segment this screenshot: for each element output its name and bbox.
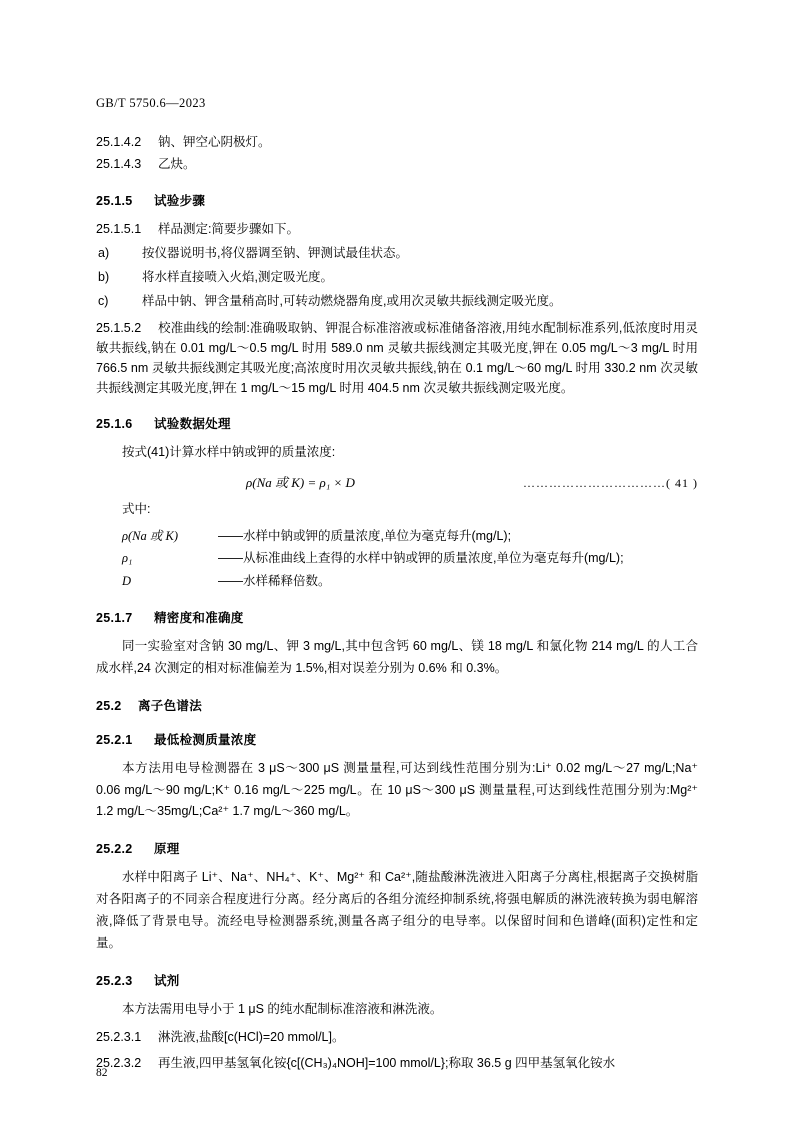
definition-row bbox=[96, 526, 698, 547]
heading-25-1-7 bbox=[96, 608, 698, 626]
clause-25-1-5-1 bbox=[96, 219, 698, 239]
list-text: 按仪器说明书,将仪器调至钠、钾测试最佳状态。 bbox=[142, 245, 408, 260]
paragraph-where: 式中: bbox=[122, 502, 151, 517]
list-label: a) bbox=[98, 245, 110, 260]
clause-text: 再生液,四甲基氢氧化铵{c[(CH₃)₄NOH]=100 mmol/L};称取 36.5 g 四甲基氢氧化铵水 bbox=[158, 1055, 616, 1070]
clause-number: 25.1.5.1 bbox=[96, 221, 142, 236]
formula-leader bbox=[523, 476, 698, 491]
heading-number: 25.2 bbox=[96, 698, 122, 713]
definition-text: ——从标准曲线上查得的水样中钠或钾的质量浓度,单位为毫克每升(mg/L); bbox=[218, 551, 624, 566]
heading-25-1-5 bbox=[96, 191, 698, 209]
list-item bbox=[96, 291, 698, 313]
heading-number: 25.2.3 bbox=[96, 973, 133, 988]
heading-text: 试验数据处理 bbox=[154, 417, 231, 432]
heading-25-2 bbox=[96, 696, 698, 714]
definition-symbol: D bbox=[122, 573, 132, 588]
definition-text: ——水样中钠或钾的质量浓度,单位为毫克每升(mg/L); bbox=[218, 529, 512, 544]
page-header: GB/T 5750.6—2023 bbox=[96, 96, 206, 110]
list-text: 将水样直接喷入火焰,测定吸光度。 bbox=[142, 269, 333, 284]
heading-25-2-2 bbox=[96, 839, 698, 857]
heading-text: 最低检测质量浓度 bbox=[154, 732, 257, 747]
heading-number: 25.1.5 bbox=[96, 193, 133, 208]
paragraph-detection-limit: 本方法用电导检测器在 3 μS～300 μS 测量量程,可达到线性范围分别为:Li⁺ 0.02 mg/L～27 mg/L;Na⁺ 0.06 mg/L～90 mg/L;K⁺ 0.16 mg/L～225 mg/L。在 10 μS～300 μS 测量量程,可达到线性范围分别为:Mg²⁺ 1.2 mg/L～35mg/L;Ca²⁺ 1.7 mg/L～360 mg/L。 bbox=[96, 760, 698, 819]
clause-text: 乙炔。 bbox=[158, 157, 196, 172]
clause-25-1-5-2 bbox=[96, 318, 698, 398]
heading-text: 离子色谱法 bbox=[138, 698, 203, 713]
clause-text: 钠、钾空心阴极灯。 bbox=[158, 135, 271, 149]
paragraph-reagent: 本方法需用电导小于 1 μS 的纯水配制标准溶液和淋洗液。 bbox=[122, 1001, 443, 1016]
list-item bbox=[96, 267, 698, 289]
clause-text: 淋洗液,盐酸[c(HCl)=20 mmol/L]。 bbox=[158, 1029, 345, 1044]
formula-41 bbox=[96, 472, 698, 491]
page-number: 82 bbox=[96, 1067, 108, 1079]
definition-text: ——水样稀释倍数。 bbox=[218, 573, 331, 588]
list-item bbox=[96, 243, 698, 265]
formula-number: ( 41 ) bbox=[666, 476, 698, 491]
clause-number: 25.1.4.2 bbox=[96, 135, 142, 149]
heading-25-1-6 bbox=[96, 414, 698, 432]
definition-symbol: ρ₁ bbox=[122, 551, 133, 566]
formula-dots: …………………………… bbox=[523, 476, 666, 491]
clause-text: 样品测定:简要步骤如下。 bbox=[158, 221, 299, 236]
clause-text: 校准曲线的绘制:准确吸取钠、钾混合标准溶液或标准储备溶液,用纯水配制标准系列,低浓度时用灵敏共振线,钠在 0.01 mg/L～0.5 mg/L 时用 589.0 nm 灵敏共振线测定其吸光度,钾在 0.05 mg/L～3 mg/L 时用 766.5 nm 灵敏共振线测定其吸光度;高浓度时用次灵敏共振线,钠在 0.1 mg/L～60 mg/L 时用 330.2 nm 次灵敏共振线测定其吸光度,钾在 1 mg/L～15 mg/L 时用 404.5 nm 次灵敏共振线测定吸光度。 bbox=[96, 321, 698, 396]
heading-25-2-1 bbox=[96, 730, 698, 748]
clause-25-2-3-2 bbox=[96, 1053, 698, 1073]
heading-number: 25.1.7 bbox=[96, 610, 133, 625]
heading-25-2-3 bbox=[96, 971, 698, 989]
paragraph-principle: 水样中阳离子 Li⁺、Na⁺、NH₄⁺、K⁺、Mg²⁺ 和 Ca²⁺,随盐酸淋洗液进入阳离子分离柱,根据离子交换树脂对各阳离子的不同亲合程度进行分离。经分离后的各组分流经抑制系统,将强电解质的淋洗液转换为弱电解溶液,降低了背景电导。流经电导检测器系统,测量各离子组分的电导率。以保留时间和色谱峰(面积)定性和定量。 bbox=[96, 870, 698, 950]
clause-number: 25.2.3.2 bbox=[96, 1055, 142, 1070]
heading-text: 试剂 bbox=[154, 973, 180, 988]
heading-text: 精密度和准确度 bbox=[154, 610, 244, 625]
heading-text: 试验步骤 bbox=[154, 193, 206, 208]
definition-row bbox=[96, 548, 698, 569]
clause-number: 25.1.4.3 bbox=[96, 157, 142, 172]
formula-expression: ρ(Na 或 K) = ρ₁ × D bbox=[246, 475, 355, 491]
clause-number: 25.1.5.2 bbox=[96, 321, 142, 336]
paragraph-calc-intro: 按式(41)计算水样中钠或钾的质量浓度: bbox=[122, 445, 336, 460]
clause-25-1-4-2 bbox=[96, 133, 698, 152]
clause-number: 25.2.3.1 bbox=[96, 1029, 142, 1044]
list-text: 样品中钠、钾含量稍高时,可转动燃烧器角度,或用次灵敏共振线测定吸光度。 bbox=[142, 293, 562, 308]
heading-number: 25.1.6 bbox=[96, 417, 133, 432]
heading-number: 25.2.2 bbox=[96, 842, 133, 857]
list-label: c) bbox=[98, 293, 109, 308]
heading-number: 25.2.1 bbox=[96, 732, 133, 747]
clause-25-2-3-1 bbox=[96, 1027, 698, 1047]
list-label: b) bbox=[98, 269, 110, 284]
clause-25-1-4-3 bbox=[96, 155, 698, 174]
heading-text: 原理 bbox=[154, 842, 180, 857]
definition-symbol: ρ(Na 或 K) bbox=[122, 529, 178, 544]
definition-row bbox=[96, 571, 698, 592]
paragraph-precision: 同一实验室对含钠 30 mg/L、钾 3 mg/L,其中包含钙 60 mg/L、镁 18 mg/L 和氯化物 214 mg/L 的人工合成水样,24 次测定的相对标准偏差为 1.5%,相对误差分别为 0.6% 和 0.3%。 bbox=[96, 638, 698, 675]
